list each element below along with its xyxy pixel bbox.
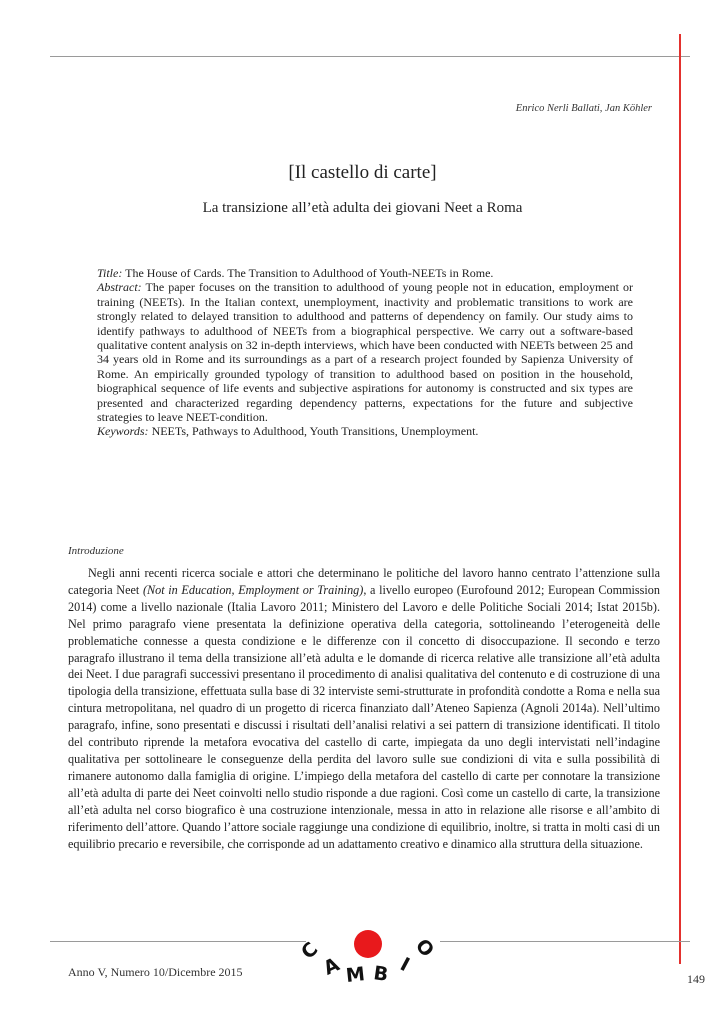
abstract-label: Abstract: — [97, 280, 142, 295]
issue-info: Anno V, Numero 10/Dicembre 2015 — [68, 965, 243, 979]
keywords-line — [97, 424, 633, 438]
logo-letter-c: C — [297, 938, 323, 964]
cambio-logo-graphic — [296, 925, 446, 1005]
keywords-text: NEETs, Pathways to Adulthood, Youth Transitions, Unemployment. — [148, 424, 479, 439]
logo-letter-a: A — [320, 953, 343, 980]
logo-letter-i: I — [396, 953, 414, 977]
page-number: 149 — [687, 972, 705, 986]
title-label: Title: — [97, 266, 123, 280]
footer-rule-right — [440, 941, 690, 942]
article-subtitle: La transizione all’età adulta dei giovani Neet a Roma — [202, 200, 523, 216]
article-title: [Il castello di carte] — [288, 162, 437, 183]
cambio-logo — [296, 925, 446, 1005]
logo-letter-b: B — [372, 962, 390, 986]
abstract-title-line — [97, 266, 633, 280]
neet-definition: (Not in Education, Employment or Training) — [142, 582, 364, 597]
abstract-paragraph — [97, 280, 633, 424]
logo-letter-o: O — [410, 934, 439, 962]
intro-paragraph: Negli anni recenti ricerca sociale e attori che determinano le politiche del lavoro hanno centrato l’attenzione sulla categoria Neet (Not in Education, Employment or Training), a livello europeo (Eurofound 2012; European Commission 2014) come a livello nazionale (Italia Lavoro 2011; Ministero del Lavoro e delle Politiche Sociali 2014; Istat 2015b). Nel primo paragrafo viene presentata la definizione operativa della categoria, sottolineando l’eterogeneità delle problematiche connesse a questa condizione e le differenze con il concetto di disoccupazione. Il secondo e terzo paragrafo illustrano il tema della transizione all’età adulta e le domande di ricerca relative alle transizione all’età adulta dei Neet. I due paragrafi successivi presentano il procedimento di analisi qualitativa del contenuto e di costruzione di una tipologia della transizione, effettuata sulla base di 32 interviste semi-strutturate in profondità condotte a Roma e nella sua cintura metropolitana, nel quadro di un progetto di ricerca finanziato dall’Ateneo Sapienza (Agnoli 2014a). Nell’ultimo paragrafo, infine, sono presentati e discussi i risultati dell’analisi relativi a sei pattern di transizione identificati. Il titolo del contributo riprende la metafora evocativa del castello di carte, impiegata da uno degli intervistati nell’indagine qualitativa per sottolineare le conseguenze della perdita del lavoro sulle sue condizioni di vita e sulla possibilità di rimanere autonomo dalla famiglia di origine. L’impiego della metafora del castello di carte per connotare la transizione all’età adulta di parte dei Neet coinvolti nello studio risponde a due ragioni. Così come un castello di carte, la transizione all’età adulta nel corso biografico è una costruzione intenzionale, messa in atto in relazione alle risorse e all’ambito di riferimento dell’attore. Quando l’attore sociale raggiunge una condizione di equilibrio, inoltre, si tratta in molti casi di un equilibrio precario e reversibile, che corrisponde ad un adattamento creativo e dinamico alla struttura della situazione. — [68, 566, 660, 851]
header-rule — [50, 56, 690, 57]
section-heading: Introduzione — [68, 545, 124, 557]
logo-red-dot — [354, 930, 382, 958]
body-text — [68, 565, 660, 852]
keywords-label: Keywords: — [97, 424, 149, 439]
article-authors: Enrico Nerli Ballati, Jan Köhler — [515, 103, 652, 114]
abstract-block — [97, 266, 633, 439]
abstract-text: The paper focuses on the transition to adulthood of young people not in education, employment or training (NEETs). In the Italian context, unemployment, inactivity and problematic transitions to work are strongly related to delayed transition to adulthood and patterns of dependency on family. Our study aims to identify pathways to adulthood of NEETs from a biographical perspective. We carry out a software-based qualitative content analysis on 32 in-depth interviews, which have been conducted with NEETs between 25 and 34 years old in Rome and its surroundings as a part of a research project founded by Sapienza University of Rome. An empirically grounded typology of transition to adulthood based on position in the household, biographical sequence of life events and subjective aspirations for autonomy is constructed and six types are presented and characterized regarding dependency patterns, expectations for the future and subjective strategies to leave NEET-condition. — [97, 280, 633, 425]
footer-rule-left — [50, 941, 306, 942]
logo-letter-m: M — [344, 963, 366, 987]
title-text: The House of Cards. The Transition to Adulthood of Youth-NEETs in Rome. — [122, 266, 494, 280]
